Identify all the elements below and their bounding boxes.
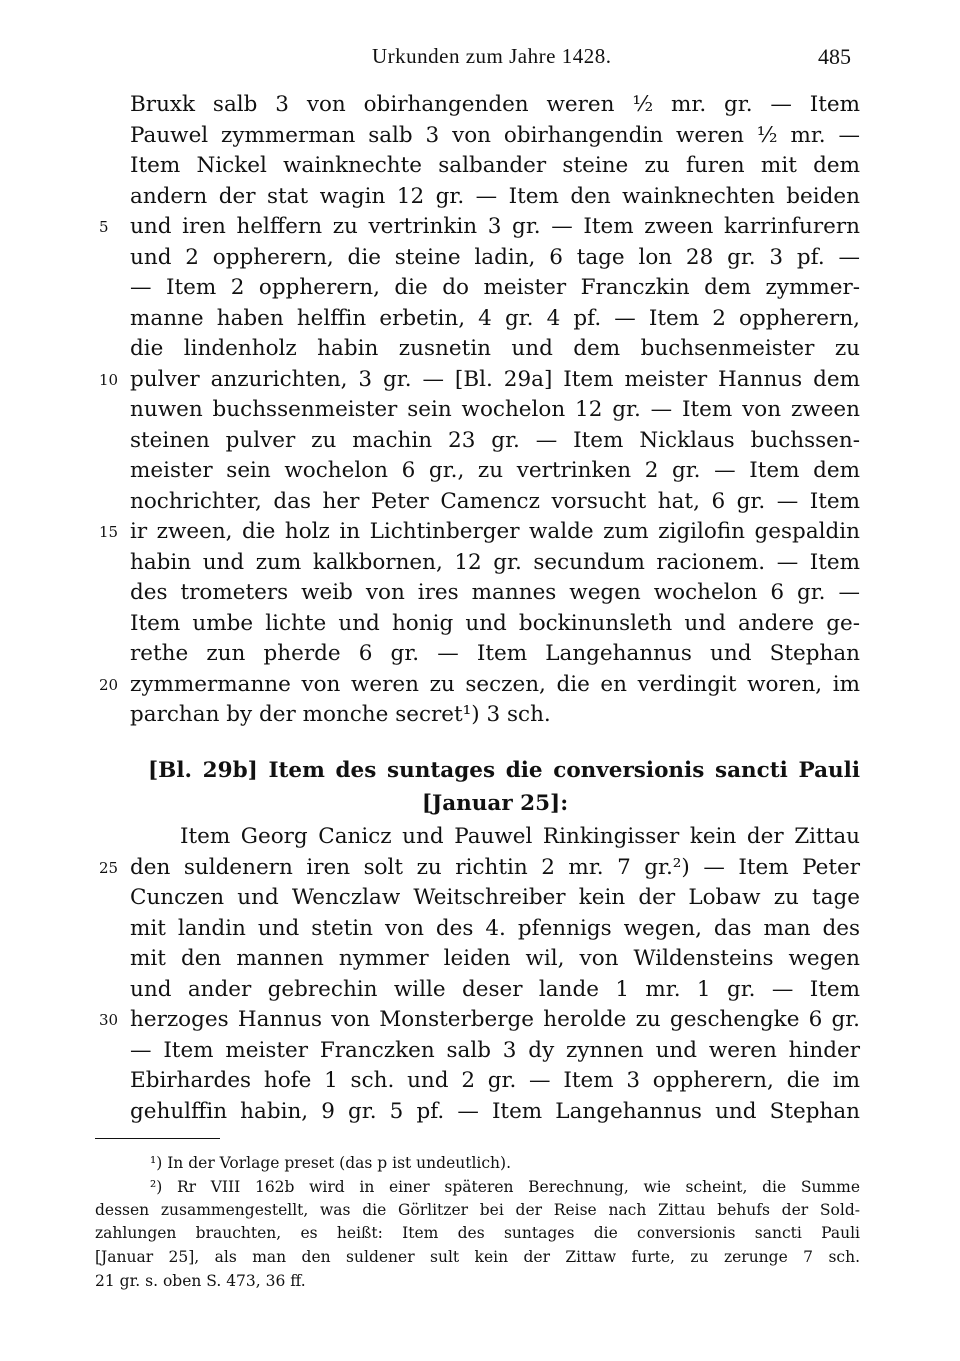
footnote: ²) Rr VIII 162b wird in einer späteren Berechnung, wie scheint, die Summe [150, 1178, 860, 1196]
text-line: meister sein wochelon 6 gr., zu vertrinken 2 gr. — Item dem [130, 458, 860, 483]
running-title: Urkunden zum Jahre 1428. [372, 44, 612, 68]
footnote-line: dessen zusammengestellt, was die Görlitzer bei der Reise nach Zittau behufs der Sold- [95, 1201, 860, 1219]
text-line: und ander gebrechin wille deser lande 1 mr. 1 gr. — Item [130, 977, 860, 1002]
line-number: 30 [99, 1011, 119, 1029]
text-line: den suldenern iren solt zu richtin 2 mr. 7 gr.²) — Item Peter [130, 855, 860, 880]
text-line: nochrichter, das her Peter Camencz vorsucht hat, 6 gr. — Item [130, 489, 860, 514]
text-line: — Item meister Franczken salb 3 dy zynnen und weren hinder [130, 1038, 860, 1063]
text-line: herzoges Hannus von Monsterberge herolde zu geschengke 6 gr. [130, 1007, 860, 1032]
text-line: manne haben helffin erbetin, 4 gr. 4 pf. — Item 2 oppherern, [130, 306, 860, 331]
text-line: andern der stat wagin 12 gr. — Item den wainknechten beiden [130, 184, 860, 209]
page-header [0, 40, 960, 76]
text-line: nuwen buchssenmeister sein wochelon 12 gr. — Item von zween [130, 397, 860, 422]
line-number: 10 [99, 371, 119, 389]
text-line: parchan by der monche secret¹) 3 sch. [130, 702, 551, 727]
text-line: Ebirhardes hofe 1 sch. und 2 gr. — Item 3 oppherern, die im [130, 1068, 860, 1093]
text-line: mit den mannen nymmer leiden wil, von Wildensteins wegen [130, 946, 860, 971]
text-line: Bruxk salb 3 von obirhangenden weren ½ mr. gr. — Item [130, 92, 860, 117]
text-line: zymmermanne von weren zu seczen, die en verdingit woren, im [130, 672, 860, 697]
footnote-divider [95, 1138, 220, 1139]
text-line: des trometers weib von ires mannes wegen wochelon 6 gr. — [130, 580, 860, 605]
text-line: Item Nickel wainknechte salbander steine zu furen mit dem [130, 153, 860, 178]
footnote-line: zahlungen brauchten, es heißt: Item des suntages die conversionis sancti Pauli [95, 1224, 860, 1242]
text-line: habin und zum kalkbornen, 12 gr. secundum racionem. — Item [130, 550, 860, 575]
footnote-line: 21 gr. s. oben S. 473, 36 ff. [95, 1272, 306, 1290]
section-heading: [Bl. 29b] Item des suntages die conversionis sancti Pauli [148, 758, 860, 783]
footnote-line: [Januar 25], als man den suldener sult kein der Zittaw furte, zu zerunge 7 sch. [95, 1248, 860, 1266]
text-line: die lindenholz habin zusnetin und dem buchsenmeister zu [130, 336, 860, 361]
text-line: Pauwel zymmerman salb 3 von obirhangendin weren ½ mr. — [130, 123, 860, 148]
line-number: 25 [99, 859, 119, 877]
text-line: pulver anzurichten, 3 gr. — [Bl. 29a] Item meister Hannus dem [130, 367, 860, 392]
text-line: und iren helffern zu vertrinkin 3 gr. — Item zween karrinfurern [130, 214, 860, 239]
text-line: — Item 2 oppherern, die do meister Franczkin dem zymmer- [130, 275, 860, 300]
line-number: 5 [99, 218, 109, 236]
text-line: rethe zun pherde 6 gr. — Item Langehannus und Stephan [130, 641, 860, 666]
text-line: gehulffin habin, 9 gr. 5 pf. — Item Langehannus und Stephan [130, 1099, 860, 1124]
text-line: mit landin und stetin von des 4. pfennigs wegen, das man des [130, 916, 860, 941]
page-number: 485 [818, 44, 851, 69]
text-line: Item Georg Canicz und Pauwel Rinkingisser kein der Zittau [180, 824, 860, 849]
text-line: Item umbe lichte und honig und bockinunsleth und andere ge- [130, 611, 860, 636]
text-line: Cunczen und Wenczlaw Weitschreiber kein der Lobaw zu tage [130, 885, 860, 910]
text-line: und 2 oppherern, die steine ladin, 6 tage lon 28 gr. 3 pf. — [130, 245, 860, 270]
text-line: steinen pulver zu machin 23 gr. — Item Nicklaus buchssen- [130, 428, 860, 453]
text-line: ir zween, die holz in Lichtinberger walde zum zigilofin gespaldin [130, 519, 860, 544]
footnote: ¹) In der Vorlage preset (das p ist undeutlich). [150, 1154, 512, 1172]
line-number: 15 [99, 523, 119, 541]
line-number: 20 [99, 676, 119, 694]
section-heading-date: [Januar 25]: [421, 791, 569, 816]
